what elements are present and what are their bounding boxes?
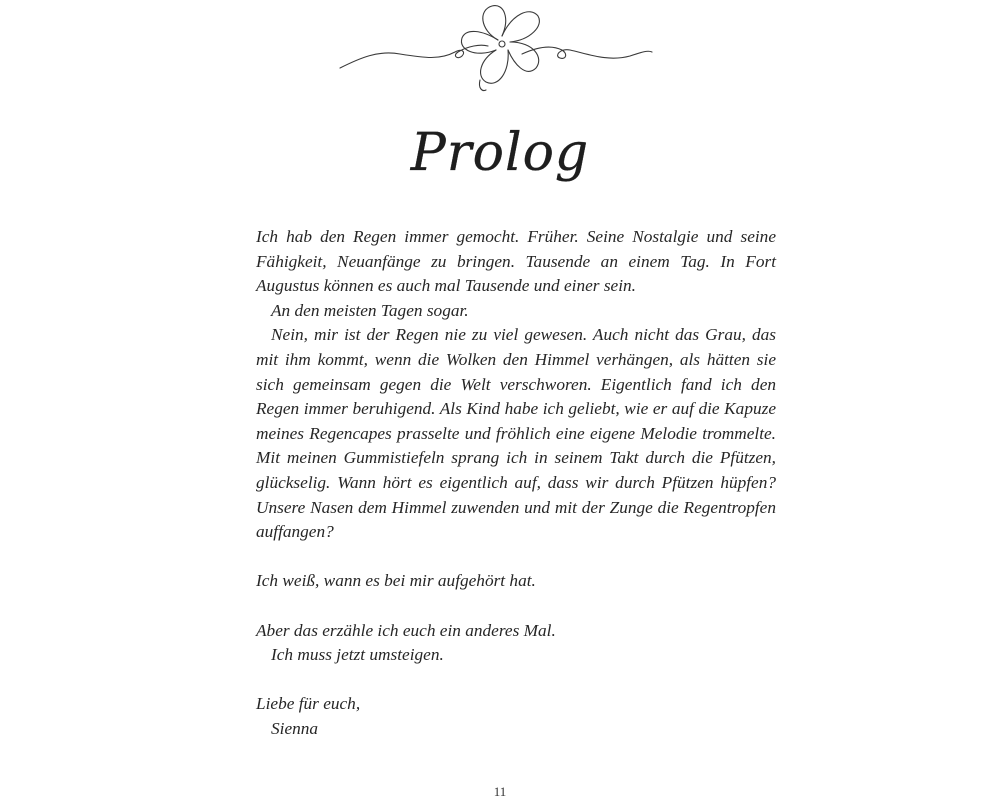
prologue-text xyxy=(256,225,776,741)
chapter-title xyxy=(400,112,600,207)
paragraph-3: Nein, mir ist der Regen nie zu viel gewesen. Auch nicht das Grau, das mit ihm kommt, wenn die Wolken den Himmel verhängen, als hätten sie sich gemeinsam gegen die Welt verschworen. Eigentlich fand ich den Regen immer beruhigend. Als Kind habe ich geliebt, wie er auf die Kapuze meines Regencapes prasselte und fröhlich eine eigene Melodie trommelte. Mit meinen Gummistiefeln sprang ich in seinem Takt durch die Pfützen, glückselig. Wann hört es eigentlich auf, dass wir durch Pfützen hüpfen? Unsere Nasen dem Himmel zuwenden und mit der Zunge die Regentropfen auffangen? xyxy=(256,325,776,542)
chapter-title-text: Prolog xyxy=(410,123,590,183)
spacer xyxy=(256,594,776,619)
flower-icon xyxy=(330,0,670,100)
paragraph-6: Ich muss jetzt umsteigen. xyxy=(271,645,444,665)
page-number: 11 xyxy=(493,784,507,799)
signature: Sienna xyxy=(271,718,319,738)
spacer xyxy=(256,545,776,570)
paragraph-5: Aber das erzähle ich euch ein anderes Mal. xyxy=(256,620,556,640)
spacer xyxy=(256,668,776,693)
paragraph-2: An den meisten Tagen sogar. xyxy=(271,300,469,320)
paragraph-1: Ich hab den Regen immer gemocht. Früher. Seine Nostalgie und seine Fähigkeit, Neuanfänge zu bringen. Tausende an einem Tag. In Fort Augustus können es auch mal Tausende und einer sein. xyxy=(256,227,776,296)
paragraph-4: Ich weiß, wann es bei mir aufgehört hat. xyxy=(256,571,536,591)
closing-line: Liebe für euch, xyxy=(256,694,361,714)
flower-ornament xyxy=(330,0,670,100)
